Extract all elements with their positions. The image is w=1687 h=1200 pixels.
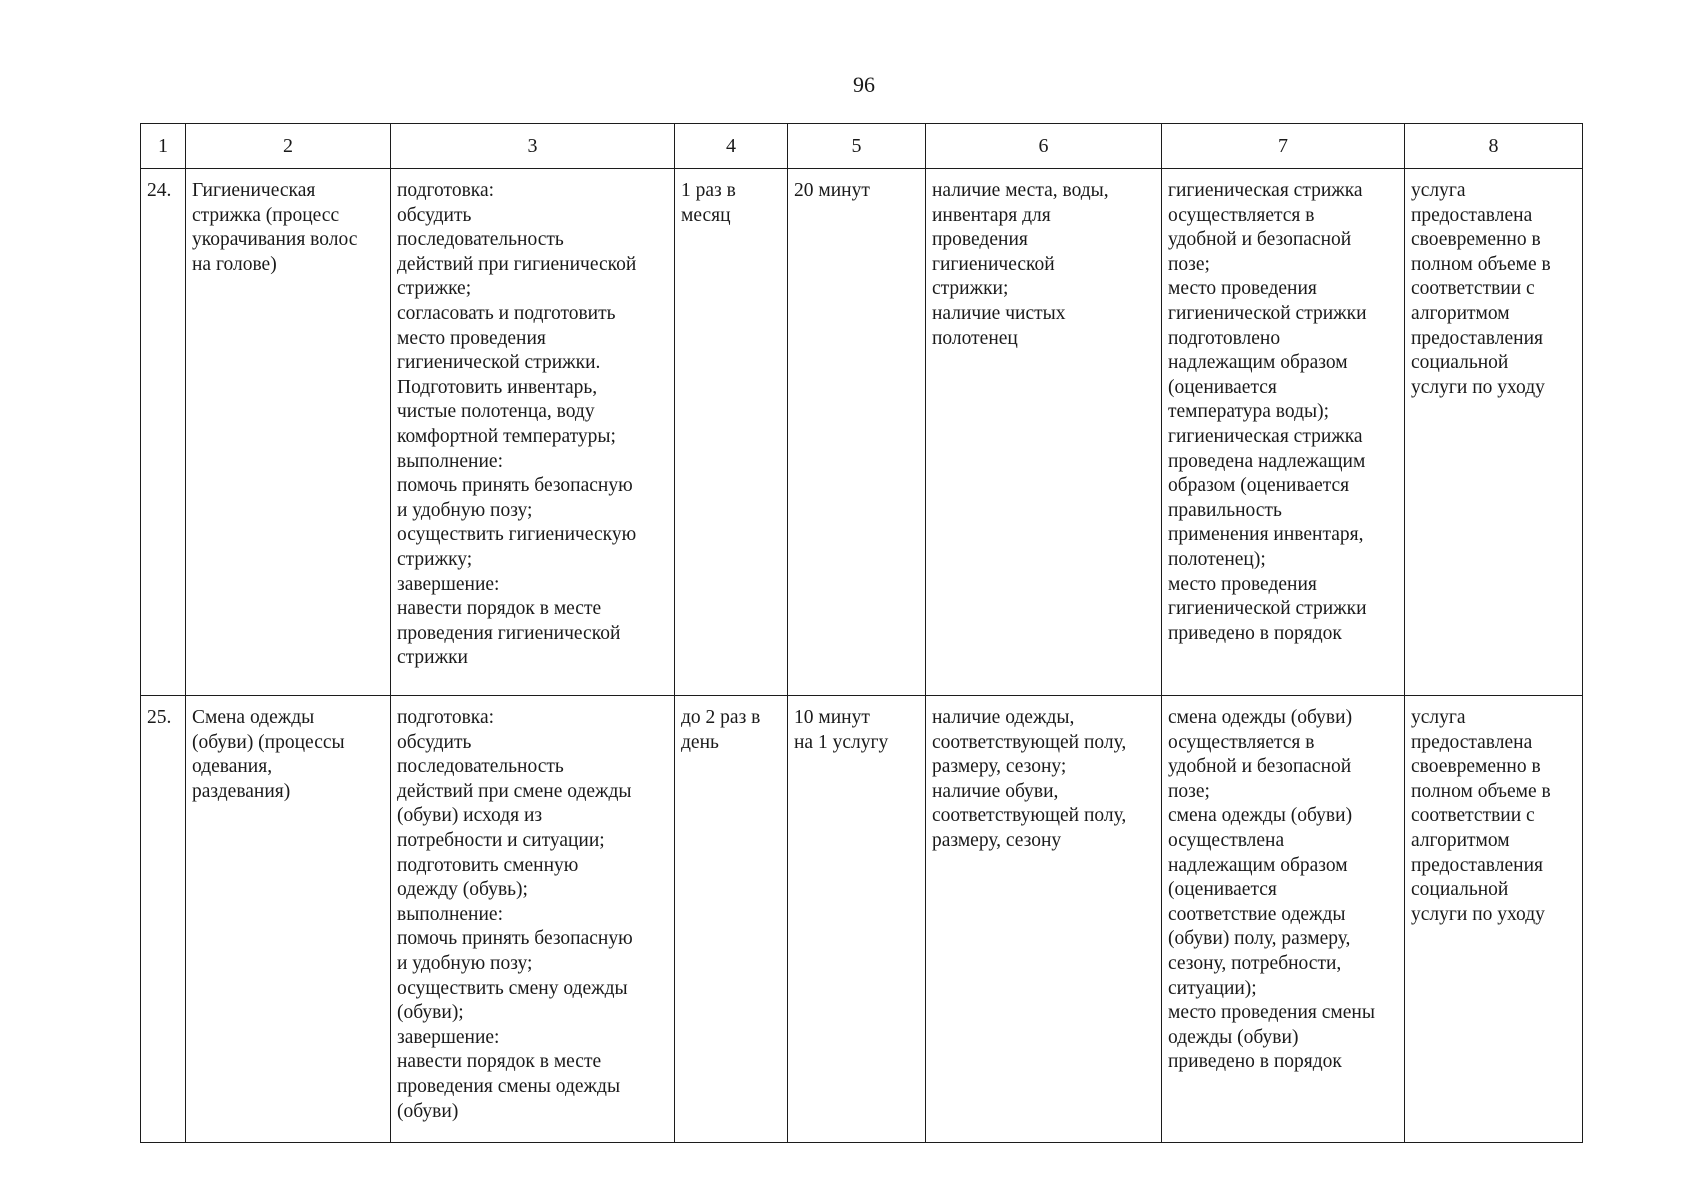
cell-line: гигиенической стрижки [1168, 302, 1367, 324]
cell-line: укорачивания волос [192, 229, 358, 251]
cell-line: Гигиеническая [192, 180, 316, 201]
cell-line: чистые полотенца, воду [397, 401, 595, 423]
row-number: 24. [141, 169, 186, 696]
actions-cell [391, 696, 675, 1143]
cell-line: (обуви); [397, 1002, 464, 1024]
cell-line: 1 раз в [681, 180, 736, 201]
cell-line: выполнение: [397, 903, 504, 925]
cell-line: соответствующей полу, [932, 805, 1127, 827]
cell-line: образом (оценивается [1168, 475, 1350, 497]
cell-line: (оценивается [1168, 879, 1277, 901]
column-header: 1 [141, 124, 186, 169]
cell-line: сезону, потребности, [1168, 952, 1342, 974]
cell-line: соответствии с [1411, 278, 1535, 300]
cell-line: проведения гигиенической [397, 622, 621, 644]
cell-line: (обуви) полу, размеру, [1168, 928, 1351, 950]
cell-line: проведена надлежащим [1168, 450, 1366, 472]
cell-line: осуществить гигиеническую [397, 524, 637, 546]
cell-line: комфортной температуры; [397, 425, 616, 447]
cell-line: позе; [1168, 780, 1210, 802]
cell-line: Подготовить инвентарь, [397, 376, 598, 398]
cell-line: осуществляется в [1168, 204, 1315, 226]
cell-line: одежду (обувь); [397, 879, 528, 901]
cell-line: стрижки [397, 647, 468, 669]
cell-line: услуга [1411, 180, 1466, 201]
services-table [140, 123, 1583, 1143]
cell-line: выполнение: [397, 450, 504, 472]
cell-line: размеру, сезону; [932, 756, 1067, 778]
column-header: 8 [1405, 124, 1583, 169]
column-header: 2 [186, 124, 391, 169]
cell-line: приведено в порядок [1168, 1051, 1342, 1073]
cell-line: услуги по уходу [1411, 376, 1545, 398]
cell-line: подготовка: [397, 707, 495, 728]
cell-line: алгоритмом [1411, 302, 1510, 324]
cell-line: помочь принять безопасную [397, 475, 633, 497]
cell-line: полотенец [932, 327, 1018, 349]
cell-line: социальной [1411, 352, 1509, 374]
cell-line: соответствующей полу, [932, 731, 1127, 753]
cell-line: подготовка: [397, 180, 495, 201]
cell-line: потребности и ситуации; [397, 829, 605, 851]
cell-line: обсудить [397, 204, 472, 226]
cell-line: гигиенической стрижки. [397, 352, 601, 374]
cell-line: стрижки; [932, 278, 1009, 300]
cell-line: удобной и безопасной [1168, 229, 1352, 251]
cell-line: до 2 раз в [681, 707, 761, 728]
result-cell [1405, 169, 1583, 696]
cell-line: стрижка (процесс [192, 204, 340, 226]
cell-line: позе; [1168, 253, 1210, 275]
cell-line: месяц [681, 204, 731, 226]
cell-line: действий при смене одежды [397, 780, 632, 802]
cell-line: проведения [932, 229, 1028, 251]
row-number: 25. [141, 696, 186, 1143]
cell-line: смена одежды (обуви) [1168, 805, 1353, 827]
cell-line: своевременно в [1411, 756, 1541, 778]
cell-line: осуществить смену одежды [397, 977, 628, 999]
cell-line: осуществлена [1168, 829, 1285, 851]
cell-line: (обуви) исходя из [397, 805, 543, 827]
cell-line: проведения смены одежды [397, 1075, 621, 1097]
column-header: 6 [926, 124, 1162, 169]
cell-line: одевания, [192, 756, 273, 778]
cell-line: ситуации); [1168, 977, 1257, 999]
service-name-cell [186, 169, 391, 696]
cell-line: место проведения смены [1168, 1002, 1375, 1024]
cell-line: предоставлена [1411, 731, 1533, 753]
cell-line: 10 минут [794, 707, 870, 728]
cell-line: завершение: [397, 1026, 500, 1048]
cell-line: полном объеме в [1411, 780, 1551, 802]
cell-line: гигиеническая стрижка [1168, 180, 1363, 201]
cell-line: согласовать и подготовить [397, 302, 616, 324]
cell-line: наличие чистых [932, 302, 1066, 324]
cell-line: инвентаря для [932, 204, 1051, 226]
cell-line: 20 минут [794, 180, 870, 201]
cell-line: место проведения [1168, 278, 1317, 300]
cell-line: действий при гигиенической [397, 253, 637, 275]
cell-line: стрижке; [397, 278, 472, 300]
cell-line: температура воды); [1168, 401, 1329, 423]
column-header: 5 [788, 124, 926, 169]
cell-line: предоставления [1411, 854, 1543, 876]
column-header: 3 [391, 124, 675, 169]
cell-line: наличие обуви, [932, 780, 1059, 802]
cell-line: помочь принять безопасную [397, 928, 633, 950]
cell-line: (обуви) [397, 1100, 459, 1122]
cell-line: и удобную позу; [397, 952, 533, 974]
criteria-cell [1162, 169, 1405, 696]
cell-line: последовательность [397, 756, 564, 778]
criteria-cell [1162, 696, 1405, 1143]
service-name-cell [186, 696, 391, 1143]
cell-line: раздевания) [192, 780, 291, 802]
cell-line: социальной [1411, 879, 1509, 901]
cell-line: предоставления [1411, 327, 1543, 349]
table-row [141, 169, 1583, 696]
page-number: 96 [853, 72, 875, 97]
cell-line: полном объеме в [1411, 253, 1551, 275]
cell-line: наличие места, воды, [932, 180, 1109, 201]
table-row [141, 696, 1583, 1143]
cell-line: удобной и безопасной [1168, 756, 1352, 778]
conditions-cell [926, 696, 1162, 1143]
cell-line: услуга [1411, 707, 1466, 728]
cell-line: Смена одежды [192, 707, 315, 728]
cell-line: место проведения [1168, 573, 1317, 595]
cell-line: (оценивается [1168, 376, 1277, 398]
column-header: 7 [1162, 124, 1405, 169]
cell-line: подготовлено [1168, 327, 1281, 349]
cell-line: алгоритмом [1411, 829, 1510, 851]
cell-line: гигиенической [932, 253, 1055, 275]
cell-line: размеру, сезону [932, 829, 1062, 851]
cell-line: на голове) [192, 253, 277, 275]
cell-line: завершение: [397, 573, 500, 595]
cell-line: смена одежды (обуви) [1168, 707, 1353, 728]
header-row [141, 124, 1583, 169]
cell-line: навести порядок в месте [397, 1051, 602, 1073]
frequency-cell [675, 696, 788, 1143]
cell-line: приведено в порядок [1168, 622, 1342, 644]
conditions-cell [926, 169, 1162, 696]
frequency-cell [675, 169, 788, 696]
cell-line: стрижку; [397, 548, 473, 570]
cell-line: подготовить сменную [397, 854, 579, 876]
cell-line: последовательность [397, 229, 564, 251]
result-cell [1405, 696, 1583, 1143]
cell-line: наличие одежды, [932, 707, 1075, 728]
cell-line: полотенец); [1168, 548, 1266, 570]
time-cell [788, 696, 926, 1143]
cell-line: на 1 услугу [794, 731, 889, 753]
column-header: 4 [675, 124, 788, 169]
actions-cell [391, 169, 675, 696]
cell-line: гигиенической стрижки [1168, 598, 1367, 620]
cell-line: соответствие одежды [1168, 903, 1346, 925]
cell-line: применения инвентаря, [1168, 524, 1364, 546]
cell-line: услуги по уходу [1411, 903, 1545, 925]
cell-line: осуществляется в [1168, 731, 1315, 753]
cell-line: навести порядок в месте [397, 598, 602, 620]
cell-line: соответствии с [1411, 805, 1535, 827]
time-cell [788, 169, 926, 696]
cell-line: надлежащим образом [1168, 854, 1348, 876]
cell-line: место проведения [397, 327, 546, 349]
cell-line: предоставлена [1411, 204, 1533, 226]
cell-line: одежды (обуви) [1168, 1026, 1299, 1048]
cell-line: гигиеническая стрижка [1168, 425, 1363, 447]
cell-line: правильность [1168, 499, 1282, 521]
cell-line: и удобную позу; [397, 499, 533, 521]
cell-line: обсудить [397, 731, 472, 753]
cell-line: своевременно в [1411, 229, 1541, 251]
cell-line: день [681, 731, 719, 753]
cell-line: надлежащим образом [1168, 352, 1348, 374]
cell-line: (обуви) (процессы [192, 731, 345, 753]
